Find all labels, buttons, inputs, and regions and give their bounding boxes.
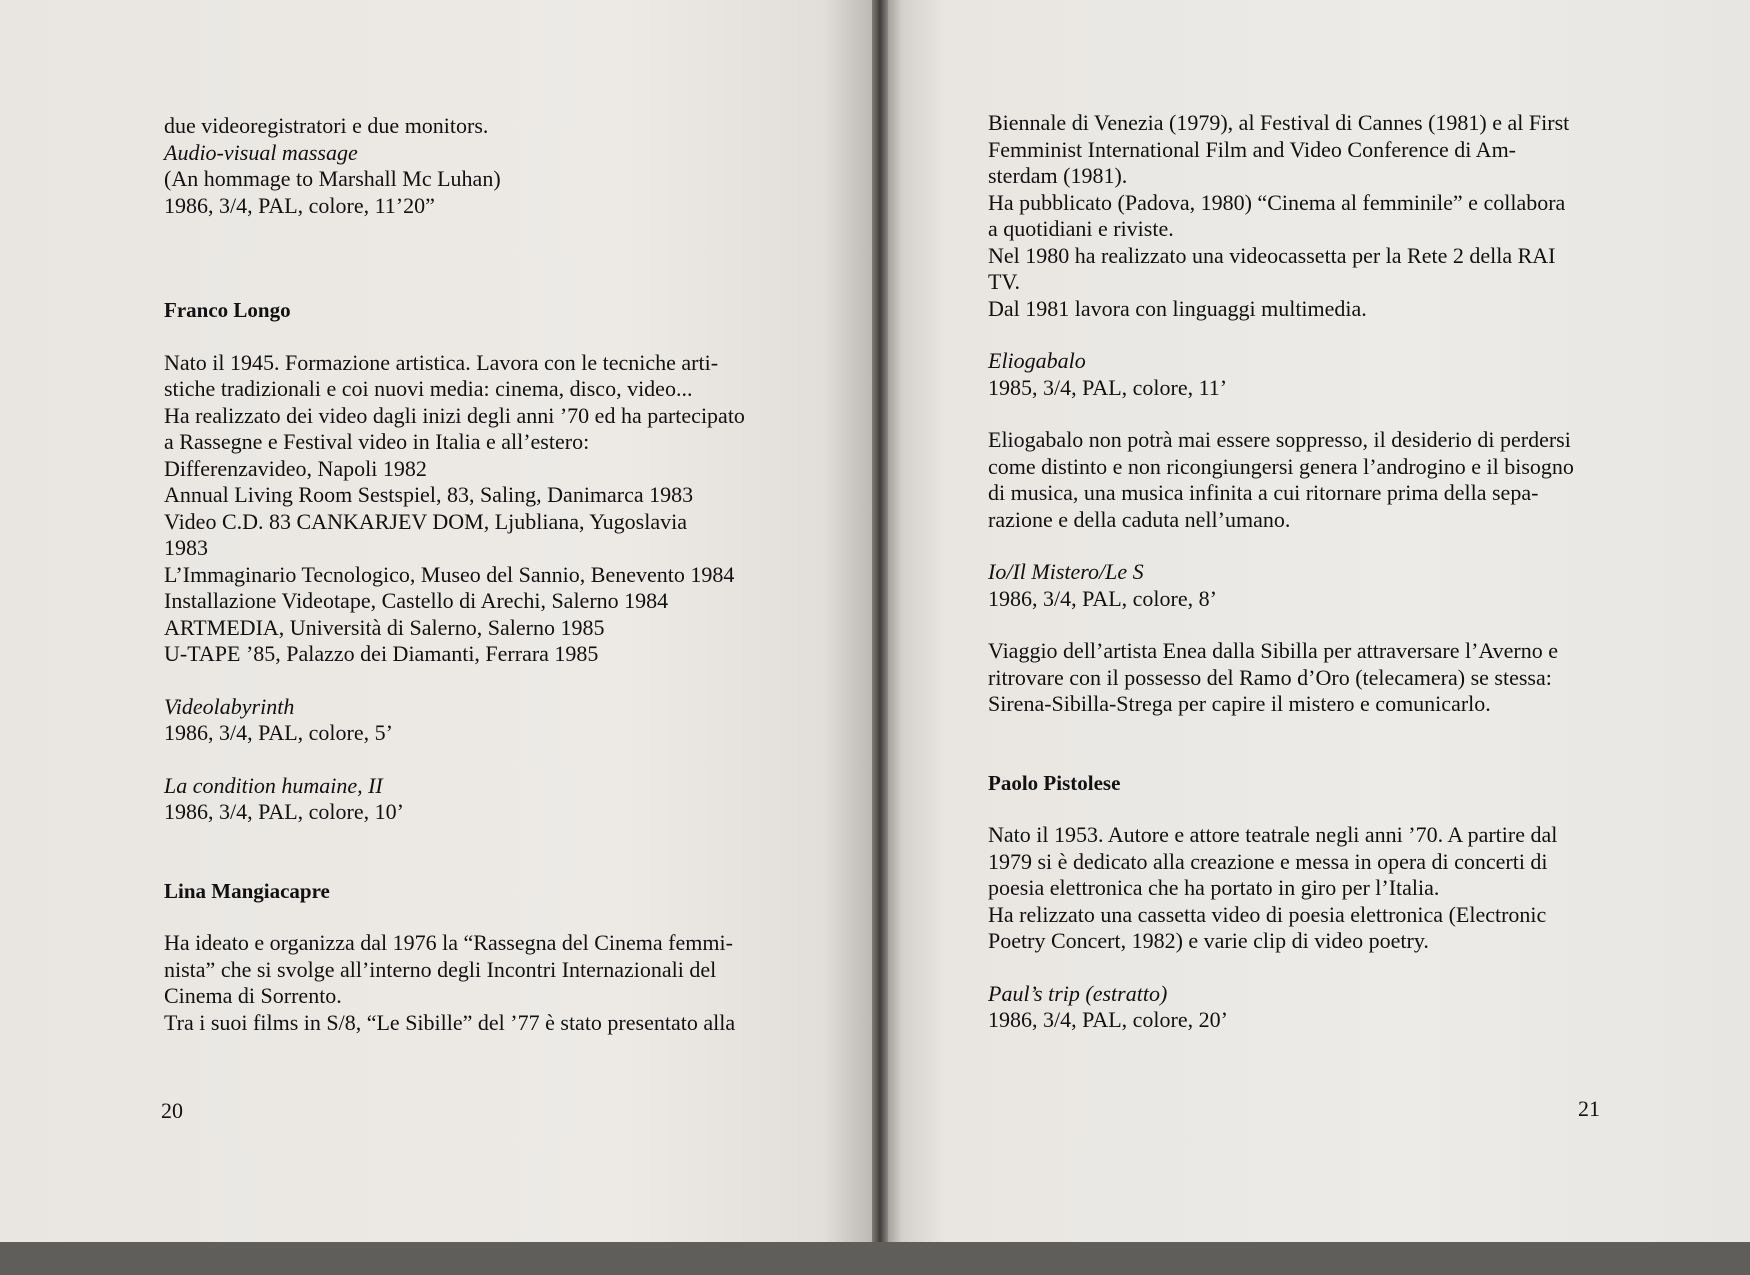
bio-line: Biennale di Venezia (1979), al Festival di Cannes (1981) e al First	[988, 110, 1570, 135]
left-page	[0, 0, 885, 1242]
text-line: (An hommage to Marshall Mc Luhan)	[164, 166, 501, 191]
bio-line: U-TAPE ’85, Palazzo dei Diamanti, Ferrara 1985	[164, 641, 599, 666]
work-info: 1986, 3/4, PAL, colore, 20’	[988, 1007, 1228, 1032]
bio-line: Ha realizzato dei video dagli inizi degli anni ’70 ed ha partecipato	[164, 402, 745, 428]
artist-bio-lina-mangiacapre	[164, 930, 784, 1036]
bio-line: Video C.D. 83 CANKARJEV DOM, Ljubliana, Yugoslavia	[164, 508, 687, 534]
page-number: 20	[161, 1098, 183, 1123]
bio-line: Poetry Concert, 1982) e varie clip di video poetry.	[988, 928, 1429, 953]
bio-line: stiche tradizionali e coi nuovi media: cinema, disco, video...	[164, 376, 693, 401]
work-title: Videolabyrinth	[164, 693, 295, 719]
right-page-text	[988, 110, 1604, 1034]
desc-line: ritrovare con il possesso del Ramo d’Oro (telecamera) se stessa:	[988, 664, 1552, 690]
desc-line: Viaggio dell’artista Enea dalla Sibilla per attraversare l’Averno e	[988, 638, 1559, 663]
work-info: 1986, 3/4, PAL, colore, 10’	[164, 799, 404, 824]
bio-line: Nel 1980 ha realizzato una videocassetta per la Rete 2 della RAI	[988, 242, 1556, 268]
bio-line: Nato il 1945. Formazione artistica. Lavora con le tecniche arti-	[164, 349, 719, 375]
artist-bio-paolo-pistolese	[988, 822, 1604, 955]
work-title: La condition humaine, II	[164, 772, 383, 798]
bio-line: a quotidiani e riviste.	[988, 216, 1174, 241]
bio-line: a Rassegne e Festival video in Italia e all’estero:	[164, 429, 590, 454]
bio-line: Differenzavideo, Napoli 1982	[164, 455, 427, 481]
desc-line: Sirena-Sibilla-Strega per capire il mistero e comunicarlo.	[988, 691, 1491, 716]
bio-line: Tra i suoi films in S/8, “Le Sibille” del ’77 è stato presentato alla	[164, 1009, 736, 1035]
desc-line: di musica, una musica infinita a cui ritornare prima della sepa-	[988, 480, 1539, 505]
artist-bio-continued	[988, 110, 1604, 322]
work-title: Audio-visual massage	[164, 139, 358, 165]
work-title: Paul’s trip (estratto)	[988, 980, 1168, 1006]
bio-line: sterdam (1981).	[988, 163, 1128, 188]
bio-line: Dal 1981 lavora con linguaggi multimedia.	[988, 295, 1367, 321]
right-page	[885, 0, 1750, 1242]
bio-line: ARTMEDIA, Università di Salerno, Salerno 1985	[164, 614, 605, 640]
bio-line: Ha relizzato una cassetta video di poesia elettronica (Electronic	[988, 901, 1547, 927]
background-surface	[0, 1242, 1750, 1275]
bio-line: L’Immaginario Tecnologico, Museo del Sannio, Benevento 1984	[164, 561, 735, 587]
bio-line: Femminist International Film and Video Conference di Am-	[988, 136, 1517, 162]
desc-line: Eliogabalo non potrà mai essere soppresso, il desiderio di perdersi	[988, 427, 1571, 452]
work-info: 1986, 3/4, PAL, colore, 11’20”	[164, 192, 435, 218]
work-description	[988, 638, 1604, 718]
book-gutter	[872, 0, 888, 1275]
artist-heading-lina-mangiacapre: Lina Mangiacapre	[164, 878, 330, 903]
bio-line: Nato il 1953. Autore e attore teatrale negli anni ’70. A partire dal	[988, 822, 1558, 847]
bio-line: nista” che si svolge all’interno degli Incontri Internazionali del	[164, 956, 717, 982]
work-description	[988, 427, 1604, 533]
bio-line: poesia elettronica che ha portato in giro per l’Italia.	[988, 875, 1440, 900]
work-info: 1986, 3/4, PAL, colore, 8’	[988, 585, 1217, 611]
bio-line: Cinema di Sorrento.	[164, 983, 342, 1008]
text-line: due videoregistratori e due monitors.	[164, 113, 489, 138]
desc-line: come distinto e non ricongiungersi genera l’androgino e il bisogno	[988, 453, 1574, 479]
artist-heading-paolo-pistolese: Paolo Pistolese	[988, 770, 1121, 795]
work-title: Io/Il Mistero/Le S	[988, 559, 1144, 584]
artist-heading-franco-longo: Franco Longo	[164, 298, 291, 322]
work-info: 1985, 3/4, PAL, colore, 11’	[988, 374, 1228, 400]
bio-line: Annual Living Room Sestspiel, 83, Saling, Danimarca 1983	[164, 482, 694, 507]
bio-line: TV.	[988, 269, 1020, 294]
bio-line: 1979 si è dedicato alla creazione e messa in opera di concerti di	[988, 848, 1548, 874]
bio-line: Installazione Videotape, Castello di Arechi, Salerno 1984	[164, 588, 669, 613]
desc-line: razione e della caduta nell’umano.	[988, 506, 1291, 532]
work-title: Eliogabalo	[988, 348, 1086, 373]
left-page-text	[164, 113, 784, 1036]
bio-line: 1983	[164, 535, 208, 560]
artist-bio-franco-longo	[164, 350, 784, 668]
bio-line: Ha pubblicato (Padova, 1980) “Cinema al femminile” e collabora	[988, 189, 1566, 215]
bio-line: Ha ideato e organizza dal 1976 la “Rassegna del Cinema femmi-	[164, 930, 733, 955]
page-number: 21	[1578, 1096, 1600, 1121]
work-info: 1986, 3/4, PAL, colore, 5’	[164, 720, 393, 745]
